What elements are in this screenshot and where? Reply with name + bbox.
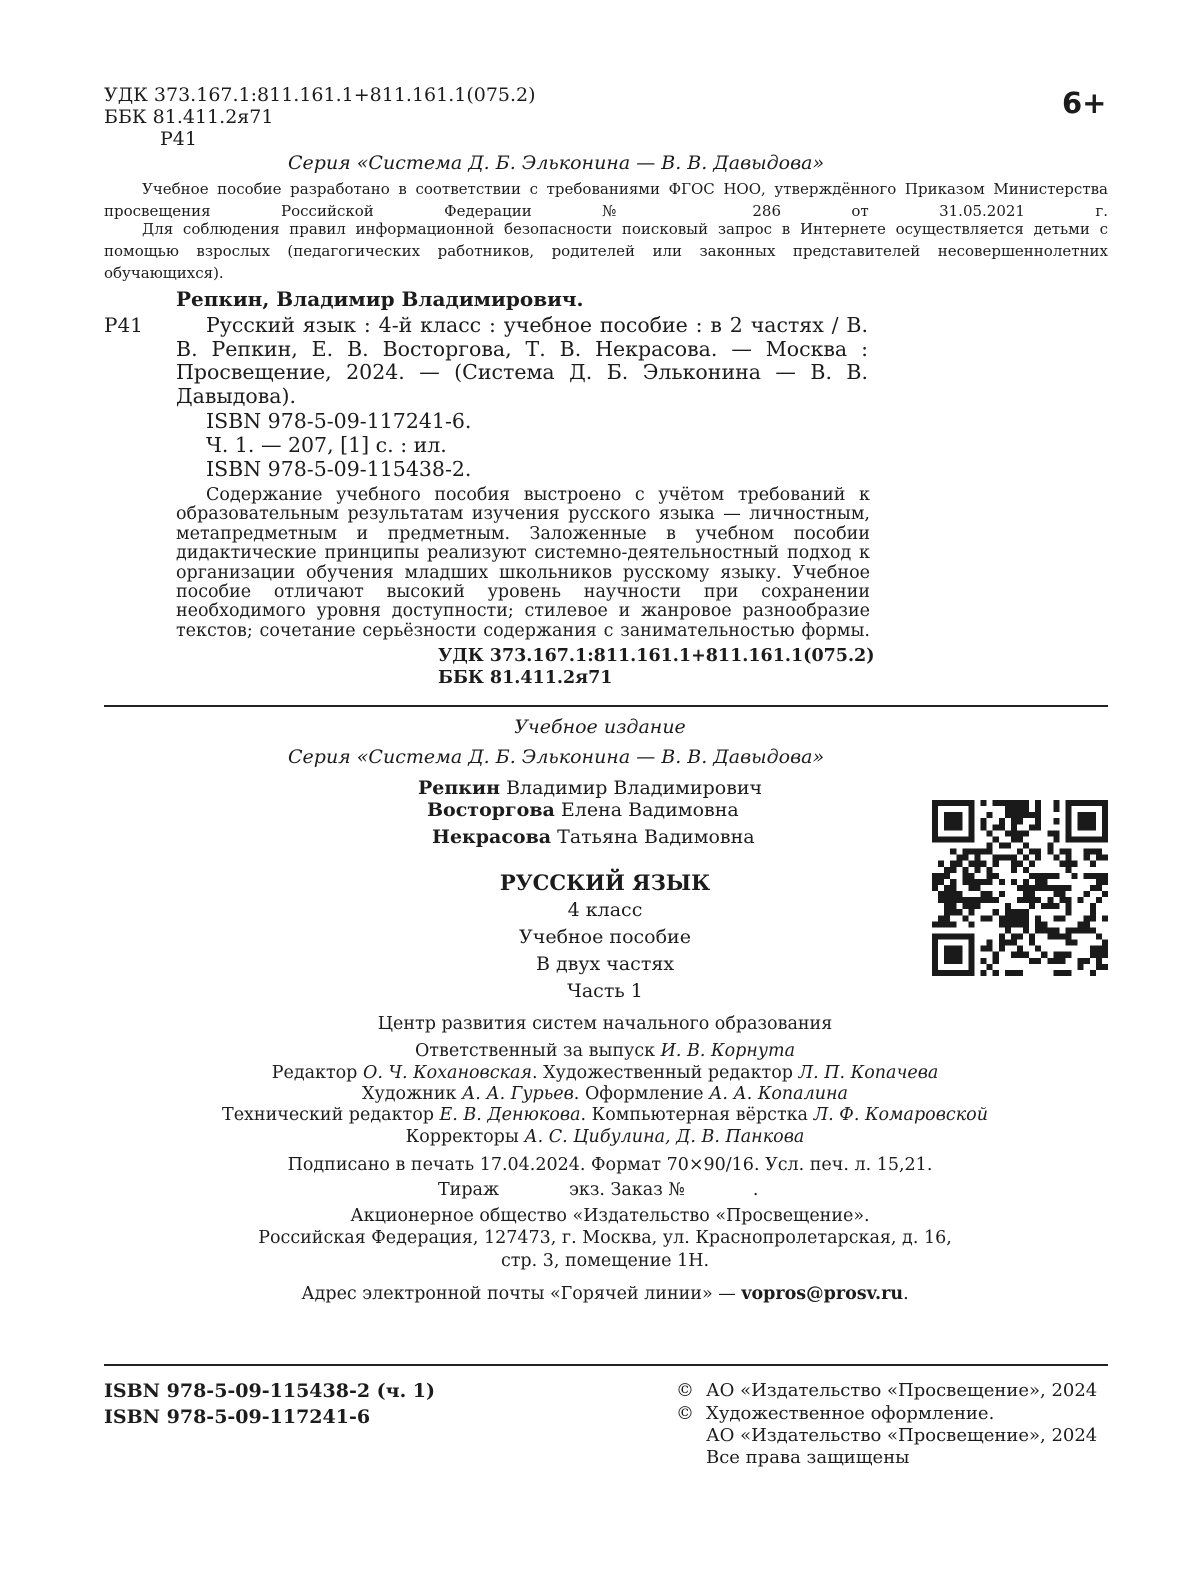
author-2-surname: Восторгова bbox=[427, 799, 555, 821]
editor-label: Редактор bbox=[271, 1063, 358, 1083]
card-bbk: ББК 81.411.2я71 bbox=[438, 668, 613, 688]
copyright-symbol-2: © bbox=[676, 1403, 694, 1424]
layout-label: Компьютерная вёрстка bbox=[591, 1105, 808, 1125]
layout-name: Л. Ф. Комаровской bbox=[813, 1105, 988, 1125]
author-3-name: Татьяна Вадимовна bbox=[557, 826, 755, 848]
fgos-note-line-2: просвещения Российской Федерации № 286 от 31.05.2021 г. bbox=[104, 202, 1108, 220]
card-code: Р41 bbox=[104, 313, 143, 337]
art-editor-name: Л. П. Копачева bbox=[798, 1063, 939, 1083]
responsible-label: Ответственный за выпуск bbox=[414, 1041, 656, 1061]
safety-note-line-3: обучающихся). bbox=[104, 264, 224, 282]
edition-type bbox=[0, 716, 1200, 738]
author-3-surname: Некрасова bbox=[432, 826, 552, 848]
publisher-line-3: стр. 3, помещение 1Н. bbox=[500, 1251, 710, 1271]
credits-responsible bbox=[0, 1041, 1200, 1063]
fgos-note bbox=[104, 178, 1108, 222]
fgos-note-line-1: Учебное пособие разработано в соответствии с требованиями ФГОС НОО, утверждённого Приказом Министерства bbox=[142, 180, 1108, 198]
edition-type-text: Учебное издание bbox=[514, 716, 686, 738]
hotline-label: Адрес электронной почты «Горячей линии» — bbox=[301, 1284, 736, 1304]
card-volume: Ч. 1. — 207, [1] с. : ил. bbox=[206, 433, 447, 457]
book-parts: В двух частях bbox=[535, 953, 675, 975]
card-author: Репкин, Владимир Владимирович. bbox=[176, 287, 584, 311]
safety-note-line-1: Для соблюдения правил информационной безопасности поисковый запрос в Интернете осуществляется детьми bbox=[142, 220, 1090, 238]
all-rights-reserved: Все права защищены bbox=[706, 1447, 910, 1468]
udk-code: УДК 373.167.1:811.161.1+811.161.1(075.2) bbox=[104, 84, 536, 106]
card-isbn-set: ISBN 978-5-09-117241-6. bbox=[206, 409, 472, 433]
print-info: Подписано в печать 17.04.2024. Формат 70×90/16. Усл. печ. л. 15,21. bbox=[287, 1155, 933, 1175]
book-grade: 4 класс bbox=[567, 899, 643, 921]
hotline-email: vopros@prosv.ru bbox=[741, 1284, 904, 1304]
edition-series: Серия «Система Д. Б. Эльконина — В. В. Давыдова» bbox=[288, 746, 825, 768]
book-title: РУССКИЙ ЯЗЫК bbox=[499, 870, 711, 895]
footer-isbn-set: ISBN 978-5-09-117241-6 bbox=[104, 1406, 371, 1428]
publisher-line-2: Российская Федерация, 127473, г. Москва, ул. Краснопролетарская, д. 16, bbox=[258, 1228, 952, 1248]
design-label: Оформление bbox=[584, 1084, 704, 1104]
card-description bbox=[176, 314, 868, 408]
safety-note bbox=[104, 218, 1108, 284]
card-isbn-part: ISBN 978-5-09-115438-2. bbox=[206, 457, 472, 481]
proof-names: А. С. Цибулина, Д. В. Панкова bbox=[524, 1127, 805, 1147]
artist-label: Художник bbox=[362, 1084, 457, 1104]
book-kind: Учебное пособие bbox=[519, 926, 691, 948]
print-run bbox=[438, 1180, 758, 1201]
qr-code bbox=[932, 800, 1108, 976]
divider-bottom bbox=[104, 1364, 1108, 1366]
credits-center: Центр развития систем начального образования bbox=[377, 1014, 833, 1034]
editor-name: О. Ч. Кохановская bbox=[362, 1063, 532, 1083]
divider-top bbox=[104, 705, 1108, 707]
author-1-surname: Репкин bbox=[418, 777, 501, 799]
copies-label: экз. Заказ № bbox=[569, 1180, 685, 1200]
copyright-design: Художественное оформление. bbox=[706, 1403, 995, 1424]
card-line-1: Русский язык : 4-й класс : учебное пособие : в 2 частях / bbox=[206, 313, 839, 337]
card-line-3: Москва : Просвещение, 2024. — (Система Д. Б. Эльконина — В. В. Давыдова). bbox=[176, 336, 868, 408]
hotline-end: . bbox=[903, 1284, 909, 1304]
copyright-publisher: АО «Издательство «Просвещение», 2024 bbox=[706, 1380, 1098, 1401]
tech-name: Е. В. Денюкова bbox=[439, 1105, 581, 1125]
author-1-name: Владимир Владимирович bbox=[506, 777, 763, 799]
bbk-code: ББК 81.411.2я71 bbox=[104, 106, 274, 128]
book-part: Часть 1 bbox=[567, 980, 643, 1002]
copyright-design-owner: АО «Издательство «Просвещение», 2024 bbox=[706, 1425, 1098, 1446]
artist-name: А. А. Гурьев bbox=[462, 1084, 574, 1104]
age-rating: 6+ bbox=[1062, 86, 1107, 120]
author-sign: Р41 bbox=[160, 128, 197, 150]
hotline bbox=[0, 1284, 1200, 1306]
safety-note-line-2: с помощью взрослых (педагогических работников, родителей или законных представителей несовершеннолетних bbox=[104, 220, 1108, 260]
credits-proof bbox=[0, 1127, 1200, 1149]
responsible-name: И. В. Корнута bbox=[660, 1041, 796, 1061]
proof-label: Корректоры bbox=[405, 1127, 519, 1147]
credits-editors: Редактор О. Ч. Кохановская. Художественный редактор Л. П. Копачева bbox=[271, 1063, 939, 1083]
card-line-2: В. В. Репкин, Е. В. Восторгова, Т. В. Некрасова. — bbox=[176, 313, 868, 361]
design-name: А. А. Копалина bbox=[709, 1084, 848, 1104]
run-end: . bbox=[752, 1180, 759, 1200]
footer-isbn-part: ISBN 978-5-09-115438-2 (ч. 1) bbox=[104, 1380, 436, 1402]
edition-author-2 bbox=[427, 797, 739, 823]
art-editor-label: Художественный редактор bbox=[543, 1063, 793, 1083]
edition-author-3 bbox=[432, 824, 755, 850]
series-title: Серия «Система Д. Б. Эльконина — В. В. Давыдова» bbox=[288, 152, 825, 174]
author-2-name: Елена Вадимовна bbox=[560, 799, 739, 821]
publisher-line-1: Акционерное общество «Издательство «Просвещение». bbox=[350, 1206, 870, 1226]
credits-artists: Художник А. А. Гурьев. Оформление А. А. Копалина bbox=[362, 1084, 848, 1104]
tech-label: Технический редактор bbox=[222, 1105, 434, 1125]
card-udk: УДК 373.167.1:811.161.1+811.161.1(075.2) bbox=[438, 646, 875, 666]
card-abstract: Содержание учебного пособия выстроено с учётом требований к образовательным результатам изучения русского языка — личностным, метапредметным и предметным. Заложенные в учебном пособии дидактические принципы реализуют системно-деятельностный подход к организации обучения младших школьников русскому языку. Учебное пособие отличают высокий уровень научности при сохранении необходимого уровня доступности; стилевое и жанровое разнообразие текстов; сочетание серьёзности содержания с занимательностью формы. bbox=[176, 485, 870, 641]
copyright-symbol-1: © bbox=[676, 1380, 694, 1401]
run-label: Тираж bbox=[438, 1180, 500, 1200]
credits-tech: Технический редактор Е. В. Денюкова. Компьютерная вёрстка Л. Ф. Комаровской bbox=[222, 1105, 988, 1125]
